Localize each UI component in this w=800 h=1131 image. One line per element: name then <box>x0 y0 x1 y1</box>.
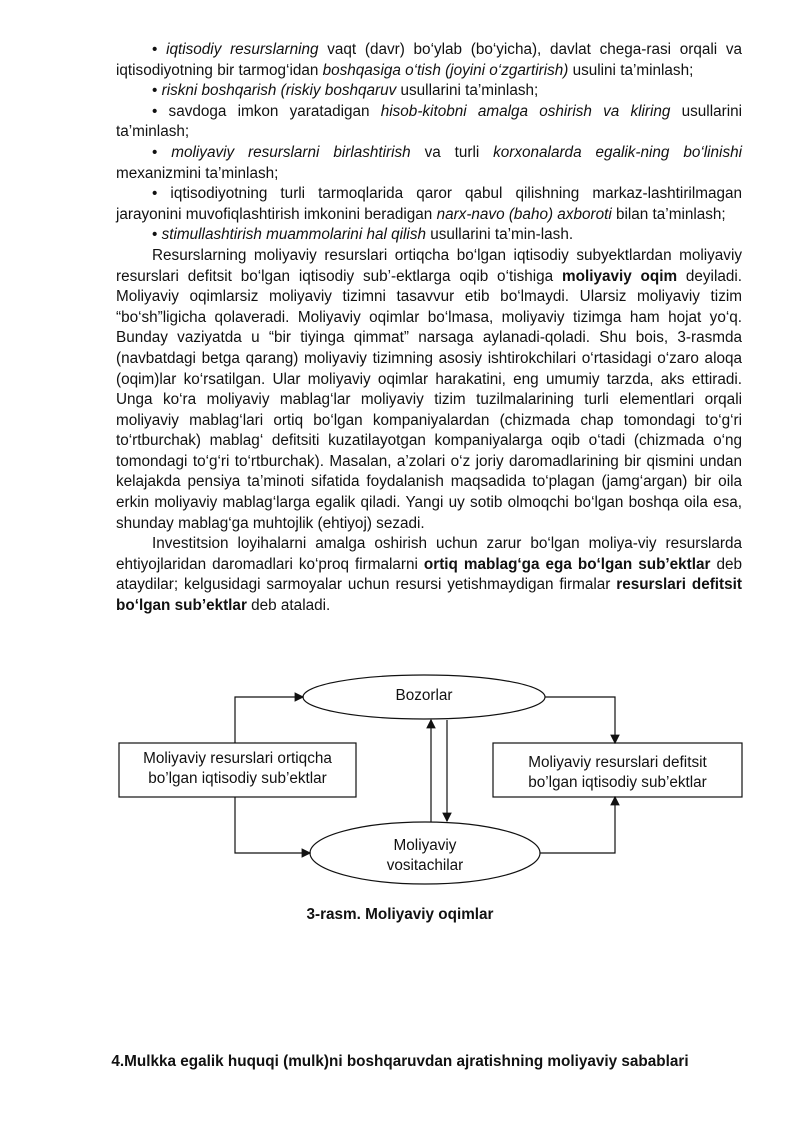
text-segment: deb ataydilar; kelgusidagi sarmoyalar uchun resursi yetishmaydigan firmalar <box>116 555 742 594</box>
financial-flows-diagram <box>0 672 800 892</box>
text-segment: deb ataladi. <box>246 597 331 615</box>
text-segment: usulini ta’minlash; <box>568 61 694 79</box>
deficit-entities-label <box>493 753 742 793</box>
text-segment: • iqtisodiyotning turli tarmoqlarida qaror qabul qilishning markaz-lashtirilmagan jarayonini muvofiqlashtirish imkonini beradigan <box>116 185 742 223</box>
text-segment: usullarini ta’minlash; <box>116 102 743 141</box>
intermediaries-line-2: vositachilar <box>386 857 464 874</box>
bullet-paragraph <box>116 225 742 246</box>
text-segment: korxonalarda egalik-ning bo‘linishi <box>493 143 742 161</box>
text-segment: va turli <box>410 143 494 161</box>
body-paragraph <box>116 534 742 616</box>
figure-caption: 3-rasm. Moliyaviy oqimlar <box>306 906 494 923</box>
text-segment: moliyaviy oqim <box>562 267 678 285</box>
text-segment: usullarini ta’minlash; <box>396 82 539 100</box>
bullet-paragraph <box>116 184 742 225</box>
text-segment: boshqasiga o‘tish (joyini o‘zgartirish) <box>322 61 569 79</box>
bullet-paragraph <box>116 40 742 81</box>
text-segment: resurslari defitsit bo‘lgan sub’ektlar <box>116 576 742 615</box>
surplus-entities-label <box>119 749 356 789</box>
text-segment: • <box>152 41 167 58</box>
flow-markets-to-deficit <box>545 697 615 743</box>
flow-surplus-to-markets <box>235 697 303 743</box>
section-heading: 4.Mulkka egalik huquqi (mulk)ni boshqaruvdan ajratishning moliyaviy sabablari <box>111 1053 689 1070</box>
flow-surplus-to-intermediaries <box>235 797 310 853</box>
text-segment: bilan ta’minlash; <box>611 205 726 223</box>
deficit-line-2: bo’lgan iqtisodiy sub’ektlar <box>528 774 707 791</box>
bullet-paragraph <box>116 143 742 184</box>
markets-label <box>324 686 524 706</box>
body-paragraph <box>116 246 742 534</box>
text-segment: • savdoga imkon yaratadigan <box>152 102 381 120</box>
text-segment: riskni boshqarish (riskiy boshqaruv <box>161 82 397 100</box>
text-segment: vaqt (davr) bo‘ylab (bo‘yicha), davlat chega-rasi orqali va iqtisodiyotning bir tarmog‘idan <box>116 41 743 79</box>
text-segment: stimullashtirish muammolarini hal qilish <box>161 226 426 244</box>
surplus-line-1: Moliyaviy resurslari ortiqcha <box>143 750 332 767</box>
intermediaries-label <box>325 836 525 876</box>
body-text <box>116 40 742 617</box>
bullet-paragraph <box>116 81 742 102</box>
text-segment: usullarini ta’min-lash. <box>426 226 574 244</box>
text-segment: hisob-kitobni amalga oshirish va kliring <box>380 102 671 120</box>
surplus-line-2: bo’lgan iqtisodiy sub’ektlar <box>148 770 327 787</box>
text-segment: • <box>152 82 162 100</box>
text-segment: mexanizmini ta’minlash; <box>116 164 279 182</box>
markets-text: Bozorlar <box>395 687 453 704</box>
text-segment: Investitsion loyihalarni amalga oshirish uchun zarur bo‘lgan moliya-viy resurslarda ehtiyojlaridan daromadlari ko‘proq firmalarni <box>116 535 742 573</box>
deficit-line-1: Moliyaviy resurslari defitsit <box>528 754 707 771</box>
text-segment: narx-navo (baho) axboroti <box>436 205 612 223</box>
text-segment: ortiq mablag‘ga ega bo‘lgan sub’ektlar <box>423 555 711 573</box>
text-segment: Resurslarning moliyaviy resurslari ortiqcha bo‘lgan iqtisodiy subyektlardan moliyaviy resurslari defitsit bo‘lgan iqtisodiy sub’-ektlarga oqib o‘tishiga <box>116 246 742 285</box>
text-segment: • <box>152 226 162 244</box>
intermediaries-line-1: Moliyaviy <box>393 837 457 854</box>
flow-intermediaries-to-deficit <box>540 797 615 853</box>
text-segment: • <box>152 143 172 161</box>
text-segment: moliyaviy resurslarni birlashtirish <box>171 143 411 161</box>
text-segment: iqtisodiy resurslarning <box>166 41 319 58</box>
text-segment: deyiladi. Moliyaviy oqimlarsiz moliyaviy tizimni tasavvur etib bo‘lmaydi. Ularsiz moliyaviy tizim “bo‘sh”ligicha qolaveradi. Moliyaviy oqimlar bo‘lmasa, moliyaviy tizimga ham hojat yo‘q. Bunday vaziyatda u “bir tiyinga qimmat” narsaga aylanadi-qoladi. Shu bois, 3-rasmda (navbatdagi betga qarang) moliyaviy tizimning asosiy ishtirokchilari o‘rtasidagi o‘zaro aloqa (oqim)lar ko‘rsatilgan. Ular moliyaviy oqimlar harakatini, eng umumiy tarzda, aks ettiradi. Unga ko‘ra moliyaviy mablag‘lar moliyaviy tizim tuzilmalarining turli elementlari orqali moliyaviy mablag‘lari ortiq bo‘lgan kompaniyalardan (chizmada chap tomondagi to‘g‘ri to‘rtburchak) mablag‘ defitsiti kuzatilayotgan kompaniyalarga oqib o‘tadi (chizmada o‘ng tomondagi to‘g‘ri to‘rtburchak). Masalan, a’zolari o‘z joriy daromadlarining bir qismini undan kelajakda pensiya ta’minoti sifatida foydalanish maqsadida to‘plagan (jamg‘argan) bir oila erkin moliyaviy mablag‘larga egalik qiladi. Yangi uy sotib olmoqchi bo‘lgan boshqa oila esa, shunday mablag‘ga muhtojlik (ehtiyoj) sezadi. <box>116 267 743 532</box>
bullet-paragraph <box>116 102 742 143</box>
